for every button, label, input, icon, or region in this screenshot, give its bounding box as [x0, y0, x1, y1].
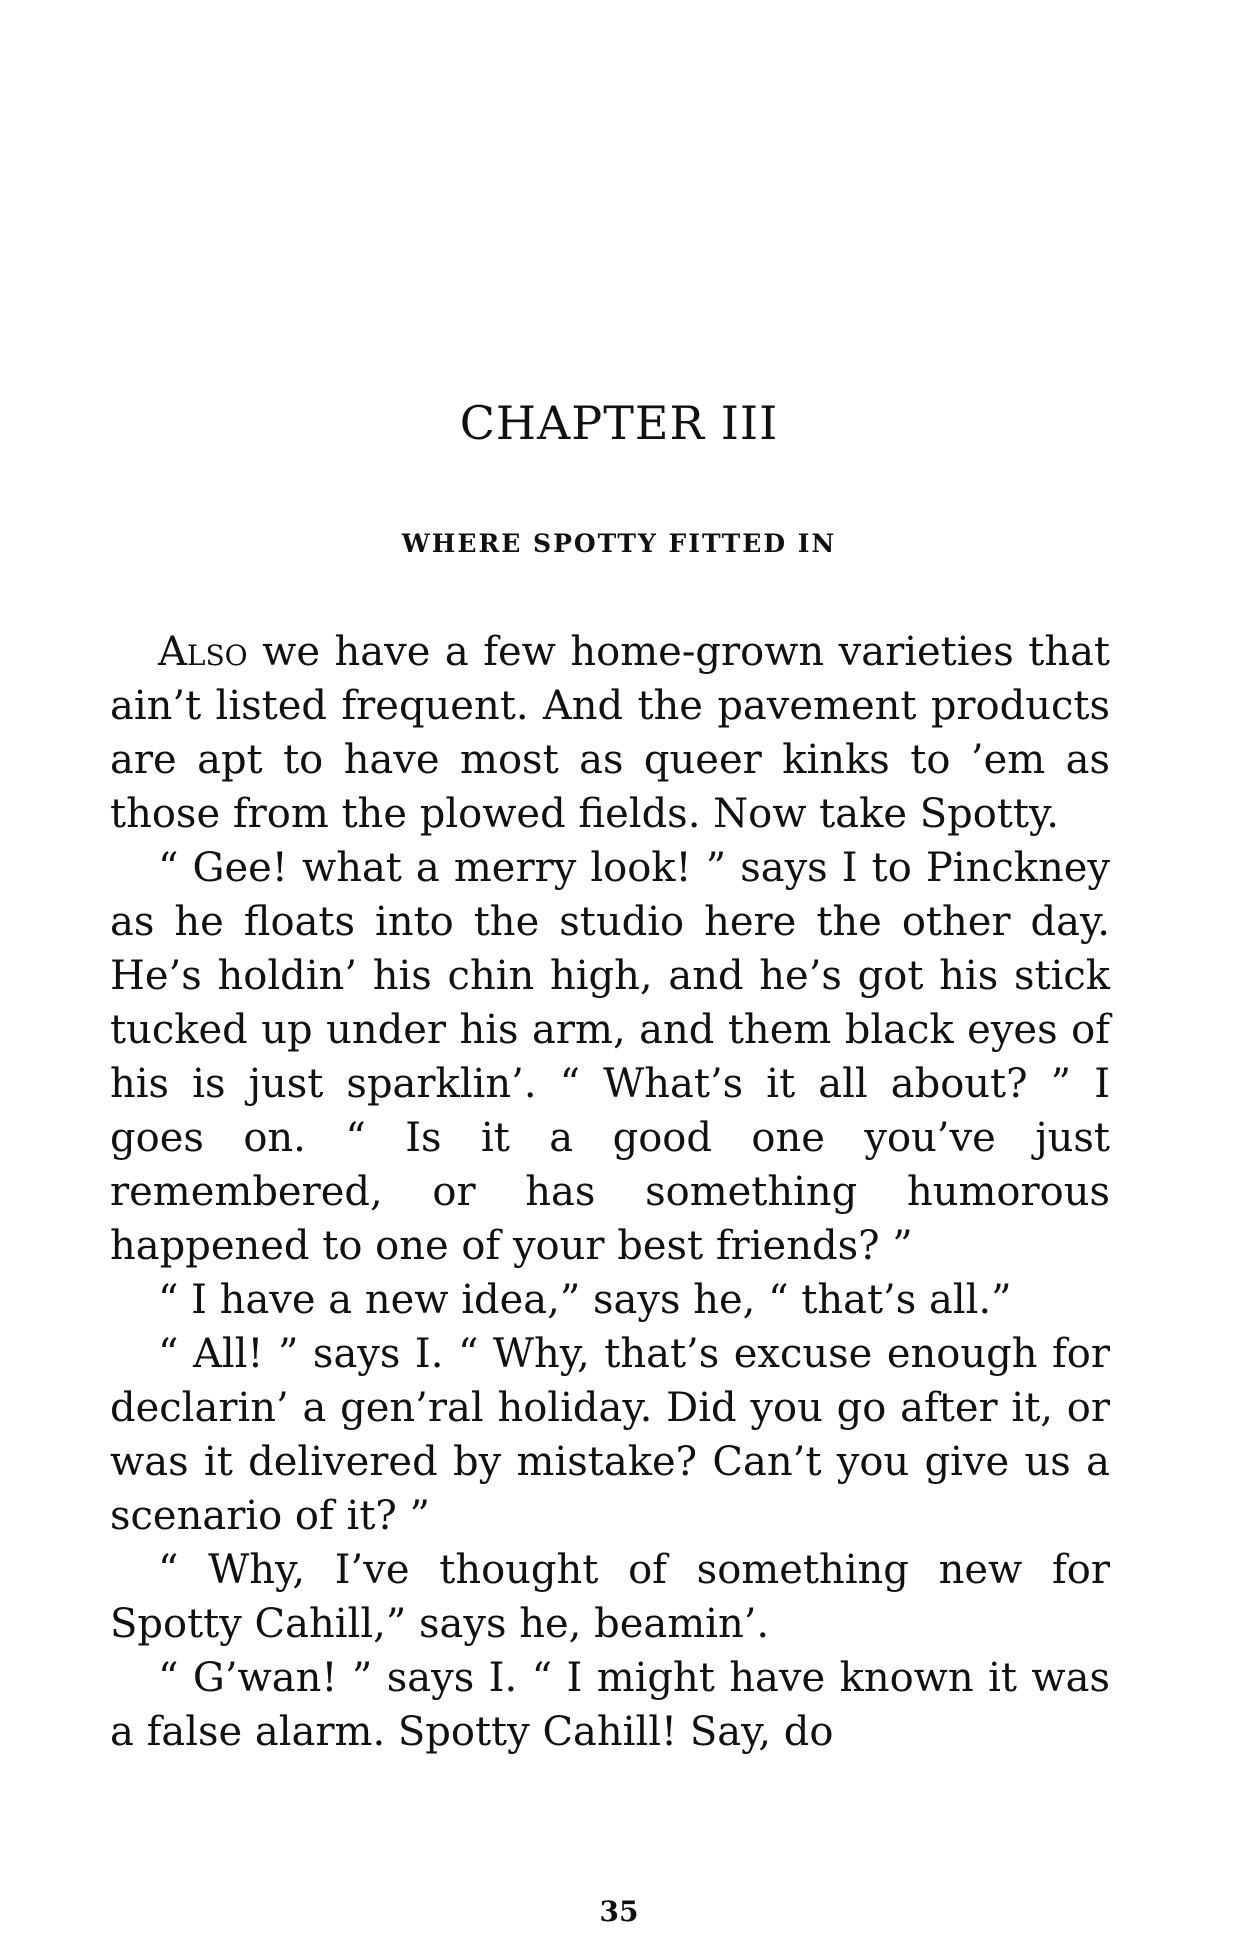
drop-lead-word: Also: [158, 629, 248, 675]
chapter-subtitle: WHERE SPOTTY FITTED IN: [401, 529, 837, 558]
chapter-title: CHAPTER III: [459, 396, 779, 450]
chapter-body: [110, 625, 1110, 1759]
page-number: 35: [599, 1895, 639, 1928]
paragraph-3: “ I have a new idea,” says he, “ that’s all.”: [158, 1277, 1012, 1323]
paragraph-2: “ Gee! what a merry look! ” says I to Pinckney as he floats into the studio here the other day. He’s holdin’ his chin high, and he’s got his stick tucked up under his arm, and them black eyes of his is just sparklin’. “ What’s it all about? ” I goes on. “ Is it a good one you’ve just remembered, or has something humorous happened to one of your best friends? ”: [110, 845, 1110, 1269]
paragraph-1: [110, 625, 1110, 841]
paragraph-4: “ All! ” says I. “ Why, that’s excuse enough for declarin’ a gen’ral holiday. Did you go after it, or was it delivered by mistake? Can’t you give us a scenario of it? ”: [110, 1331, 1110, 1539]
paragraph-1-text: we have a few home-grown varieties that ain’t listed frequent. And the pavement products are apt to have most as queer kinks to ’em as those from the plowed fields. Now take Spotty.: [110, 629, 1110, 837]
paragraph-6: “ G’wan! ” says I. “ I might have known it was a false alarm. Spotty Cahill! Say, do: [110, 1655, 1110, 1755]
paragraph-5: “ Why, I’ve thought of something new for Spotty Cahill,” says he, beamin’.: [110, 1547, 1110, 1647]
